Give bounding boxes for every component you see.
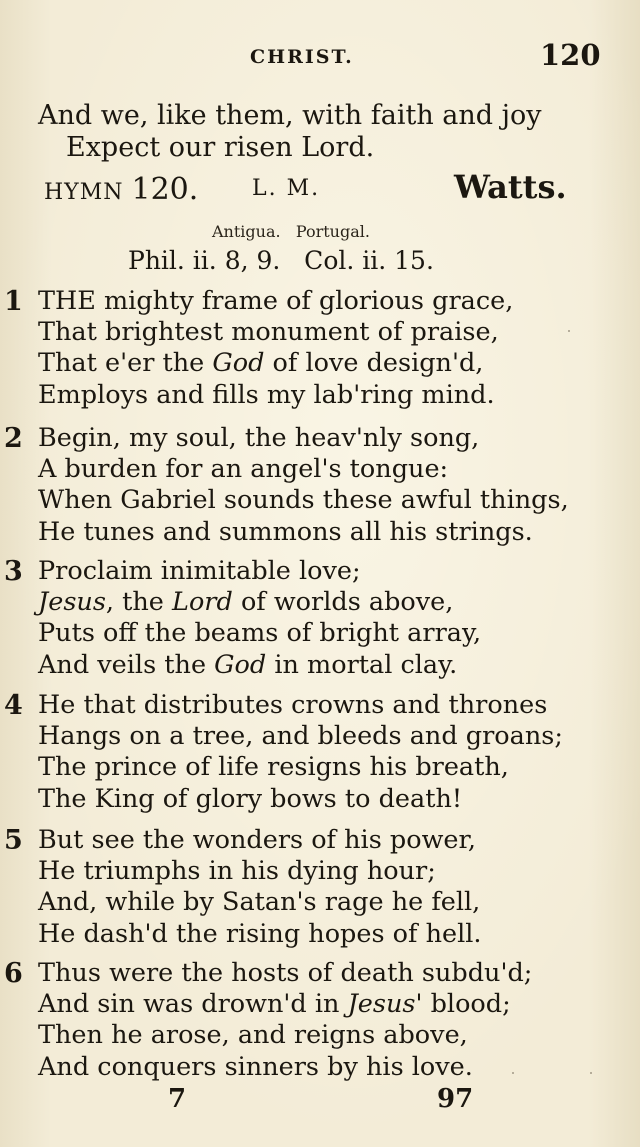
paper-speck bbox=[512, 1072, 514, 1074]
stanza-number: 2 bbox=[4, 423, 23, 454]
verse-line: Then he arose, and reigns above, bbox=[38, 1020, 468, 1051]
stanza-number: 1 bbox=[4, 286, 23, 317]
hymn-number: 120. bbox=[131, 172, 199, 207]
verse-line: But see the wonders of his power, bbox=[38, 825, 476, 855]
verse-line: He tunes and summons all his strings. bbox=[38, 516, 533, 547]
stanza-number: 4 bbox=[4, 690, 23, 721]
verse-line: The King of glory bows to death! bbox=[38, 783, 463, 814]
printer-signature-mark: 7 bbox=[168, 1084, 187, 1114]
verse-line: Puts off the beams of bright array, bbox=[38, 618, 482, 649]
carry-over-line-1: And we, like them, with faith and joy bbox=[38, 100, 542, 131]
verse-line: THE mighty frame of glorious grace, bbox=[38, 286, 514, 316]
verse-line: And conquers sinners by his love. bbox=[38, 1051, 473, 1082]
hymn-author: Watts. bbox=[454, 168, 567, 206]
tune-names: Antigua. Portugal. bbox=[212, 222, 370, 241]
stanza-number: 6 bbox=[4, 958, 23, 989]
verse-line: He that distributes crowns and thrones bbox=[38, 690, 548, 720]
verse-line: That e'er the God of love design'd, bbox=[38, 348, 484, 379]
verse-line: And sin was drown'd in Jesus' blood; bbox=[38, 989, 511, 1020]
paper-speck bbox=[590, 1072, 592, 1074]
running-head: CHRIST. bbox=[250, 46, 354, 68]
carry-over-line-2: Expect our risen Lord. bbox=[66, 132, 375, 163]
verse-line: Proclaim inimitable love; bbox=[38, 556, 361, 586]
verse-line: Thus were the hosts of death subdu'd; bbox=[38, 958, 533, 988]
verse-line: Hangs on a tree, and bleeds and groans; bbox=[38, 721, 563, 752]
hymn-heading bbox=[44, 172, 198, 207]
stanza-number: 5 bbox=[4, 825, 23, 856]
verse-line: He triumphs in his dying hour; bbox=[38, 856, 436, 887]
verse-line: A burden for an angel's tongue: bbox=[38, 454, 449, 485]
paper-speck bbox=[568, 330, 570, 332]
scripture-reference: Phil. ii. 8, 9. Col. ii. 15. bbox=[128, 246, 434, 275]
page-number: 120 bbox=[540, 38, 601, 72]
stanza-number: 3 bbox=[4, 556, 23, 587]
verse-line: That brightest monument of praise, bbox=[38, 317, 499, 348]
verse-line: When Gabriel sounds these awful things, bbox=[38, 485, 569, 516]
verse-line: The prince of life resigns his breath, bbox=[38, 752, 509, 783]
verse-line: Jesus, the Lord of worlds above, bbox=[38, 587, 454, 618]
verse-line: Employs and fills my lab'ring mind. bbox=[38, 379, 495, 410]
verse-line: Begin, my soul, the heav'nly song, bbox=[38, 423, 480, 453]
verse-line: He dash'd the rising hopes of hell. bbox=[38, 918, 482, 949]
hymn-meter: L. M. bbox=[252, 176, 321, 201]
verse-line: And veils the God in mortal clay. bbox=[38, 649, 458, 680]
folio-number: 97 bbox=[437, 1084, 474, 1114]
hymn-label: HYMN bbox=[44, 180, 124, 205]
verse-line: And, while by Satan's rage he fell, bbox=[38, 887, 481, 918]
